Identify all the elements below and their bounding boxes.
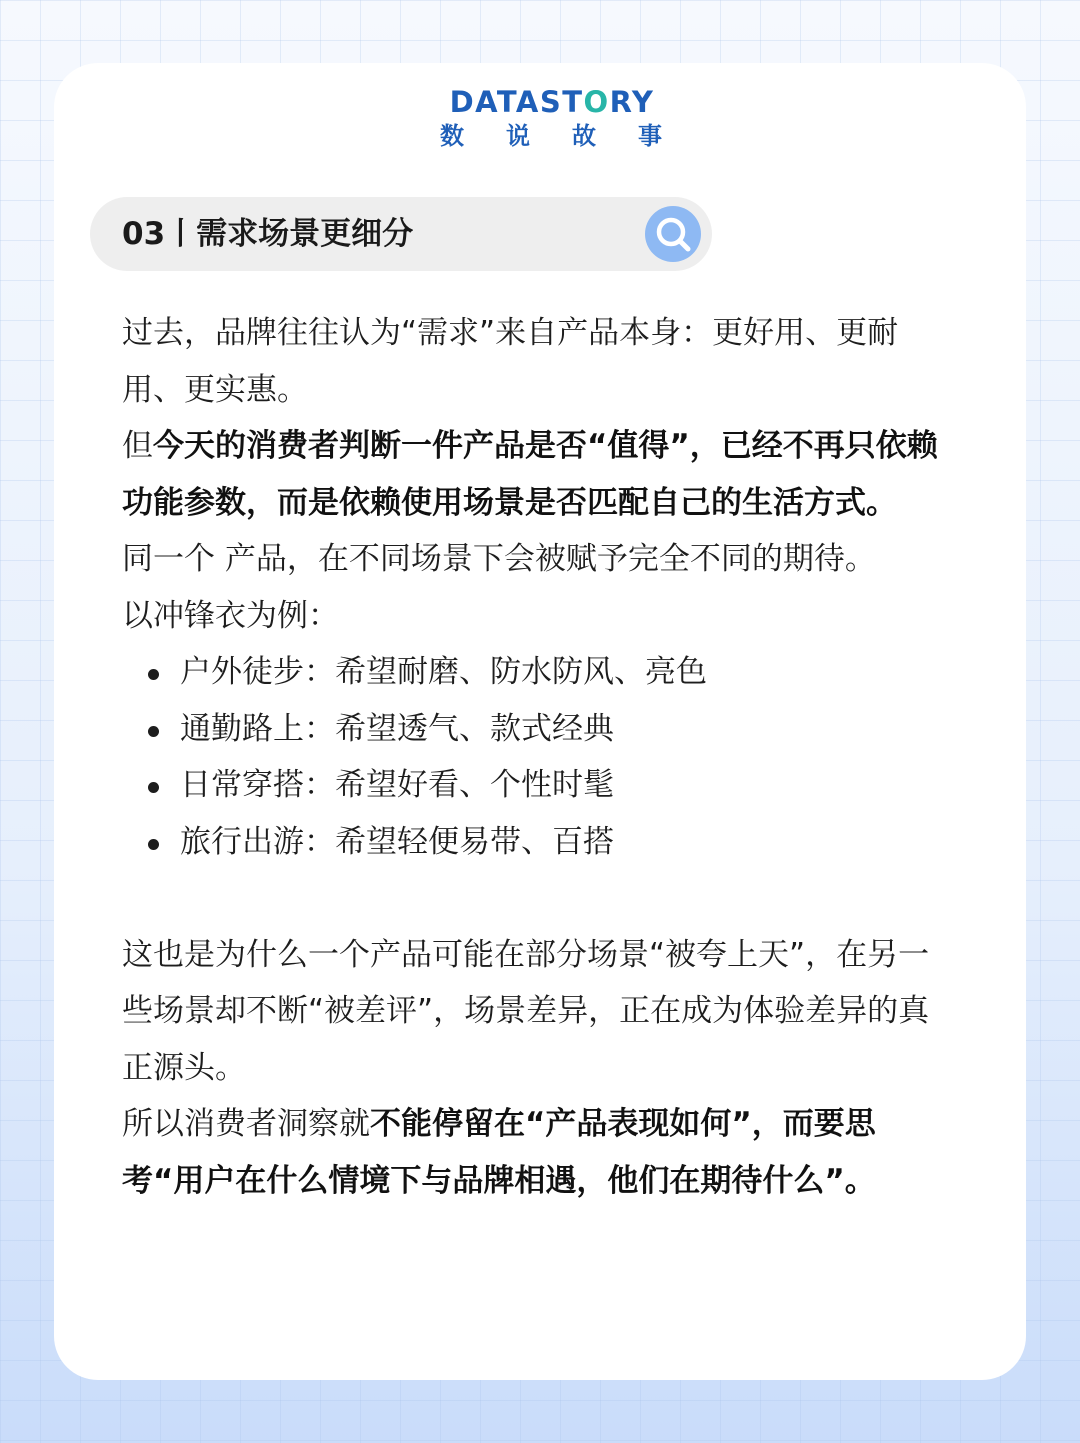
scenario-list bbox=[122, 644, 952, 870]
logo-word-part1: DATAST bbox=[449, 85, 584, 119]
logo-word-part3: RY bbox=[609, 85, 655, 119]
paragraph-spacer bbox=[122, 870, 952, 927]
paragraph-example-intro: 以冲锋衣为例： bbox=[122, 597, 339, 634]
datastory-logo bbox=[434, 85, 670, 151]
paragraph-conclusion bbox=[122, 1096, 952, 1209]
logo-wordmark bbox=[434, 85, 670, 119]
search-button[interactable] bbox=[645, 206, 701, 262]
paragraph-intro: 过去，品牌往往认为“需求”来自产品本身：更好用、更耐用、更实惠。 bbox=[122, 315, 899, 408]
paragraph-emphasis-bold: 今天的消费者判断一件产品是否“值得”，已经不再只依赖功能参数，而是依赖使用场景是否匹配自己的生活方式。 bbox=[122, 428, 938, 521]
logo-sub-char: 数 bbox=[440, 122, 464, 150]
content-card bbox=[54, 63, 1026, 1380]
paragraph-same-product: 同一个 产品，在不同场景下会被赋予完全不同的期待。 bbox=[122, 541, 876, 577]
section-title-bar bbox=[90, 197, 712, 271]
paragraph-emphasis-lead: 但 bbox=[122, 428, 153, 464]
list-item: 通勤路上：希望透气、款式经典 bbox=[122, 701, 952, 758]
logo-sub-char: 故 bbox=[572, 122, 596, 150]
paragraph-conclusion-bold: 不能停留在“产品表现如何”，而要思考“用户在什么情境下与品牌相遇，他们在期待什么”。 bbox=[122, 1106, 876, 1199]
logo-subtitle bbox=[434, 121, 670, 151]
paragraph-conclusion-lead: 所以消费者洞察就 bbox=[122, 1106, 370, 1142]
logo-word-accent: O bbox=[583, 85, 610, 119]
list-item: 日常穿搭：希望好看、个性时髦 bbox=[122, 757, 952, 814]
list-item: 旅行出游：希望轻便易带、百搭 bbox=[122, 814, 952, 871]
paragraph-emphasis bbox=[122, 418, 952, 531]
list-item: 户外徒步：希望耐磨、防水防风、亮色 bbox=[122, 644, 952, 701]
paragraph-scenario-difference: 这也是为什么一个产品可能在部分场景“被夸上天”，在另一些场景却不断“被差评”，场景差异，正在成为体验差异的真正源头。 bbox=[122, 936, 930, 1086]
article-body bbox=[122, 305, 952, 1209]
logo-sub-char: 事 bbox=[638, 122, 662, 150]
search-icon bbox=[645, 206, 701, 262]
logo-sub-char: 说 bbox=[506, 122, 530, 150]
section-title: 03丨需求场景更细分 bbox=[122, 216, 414, 252]
